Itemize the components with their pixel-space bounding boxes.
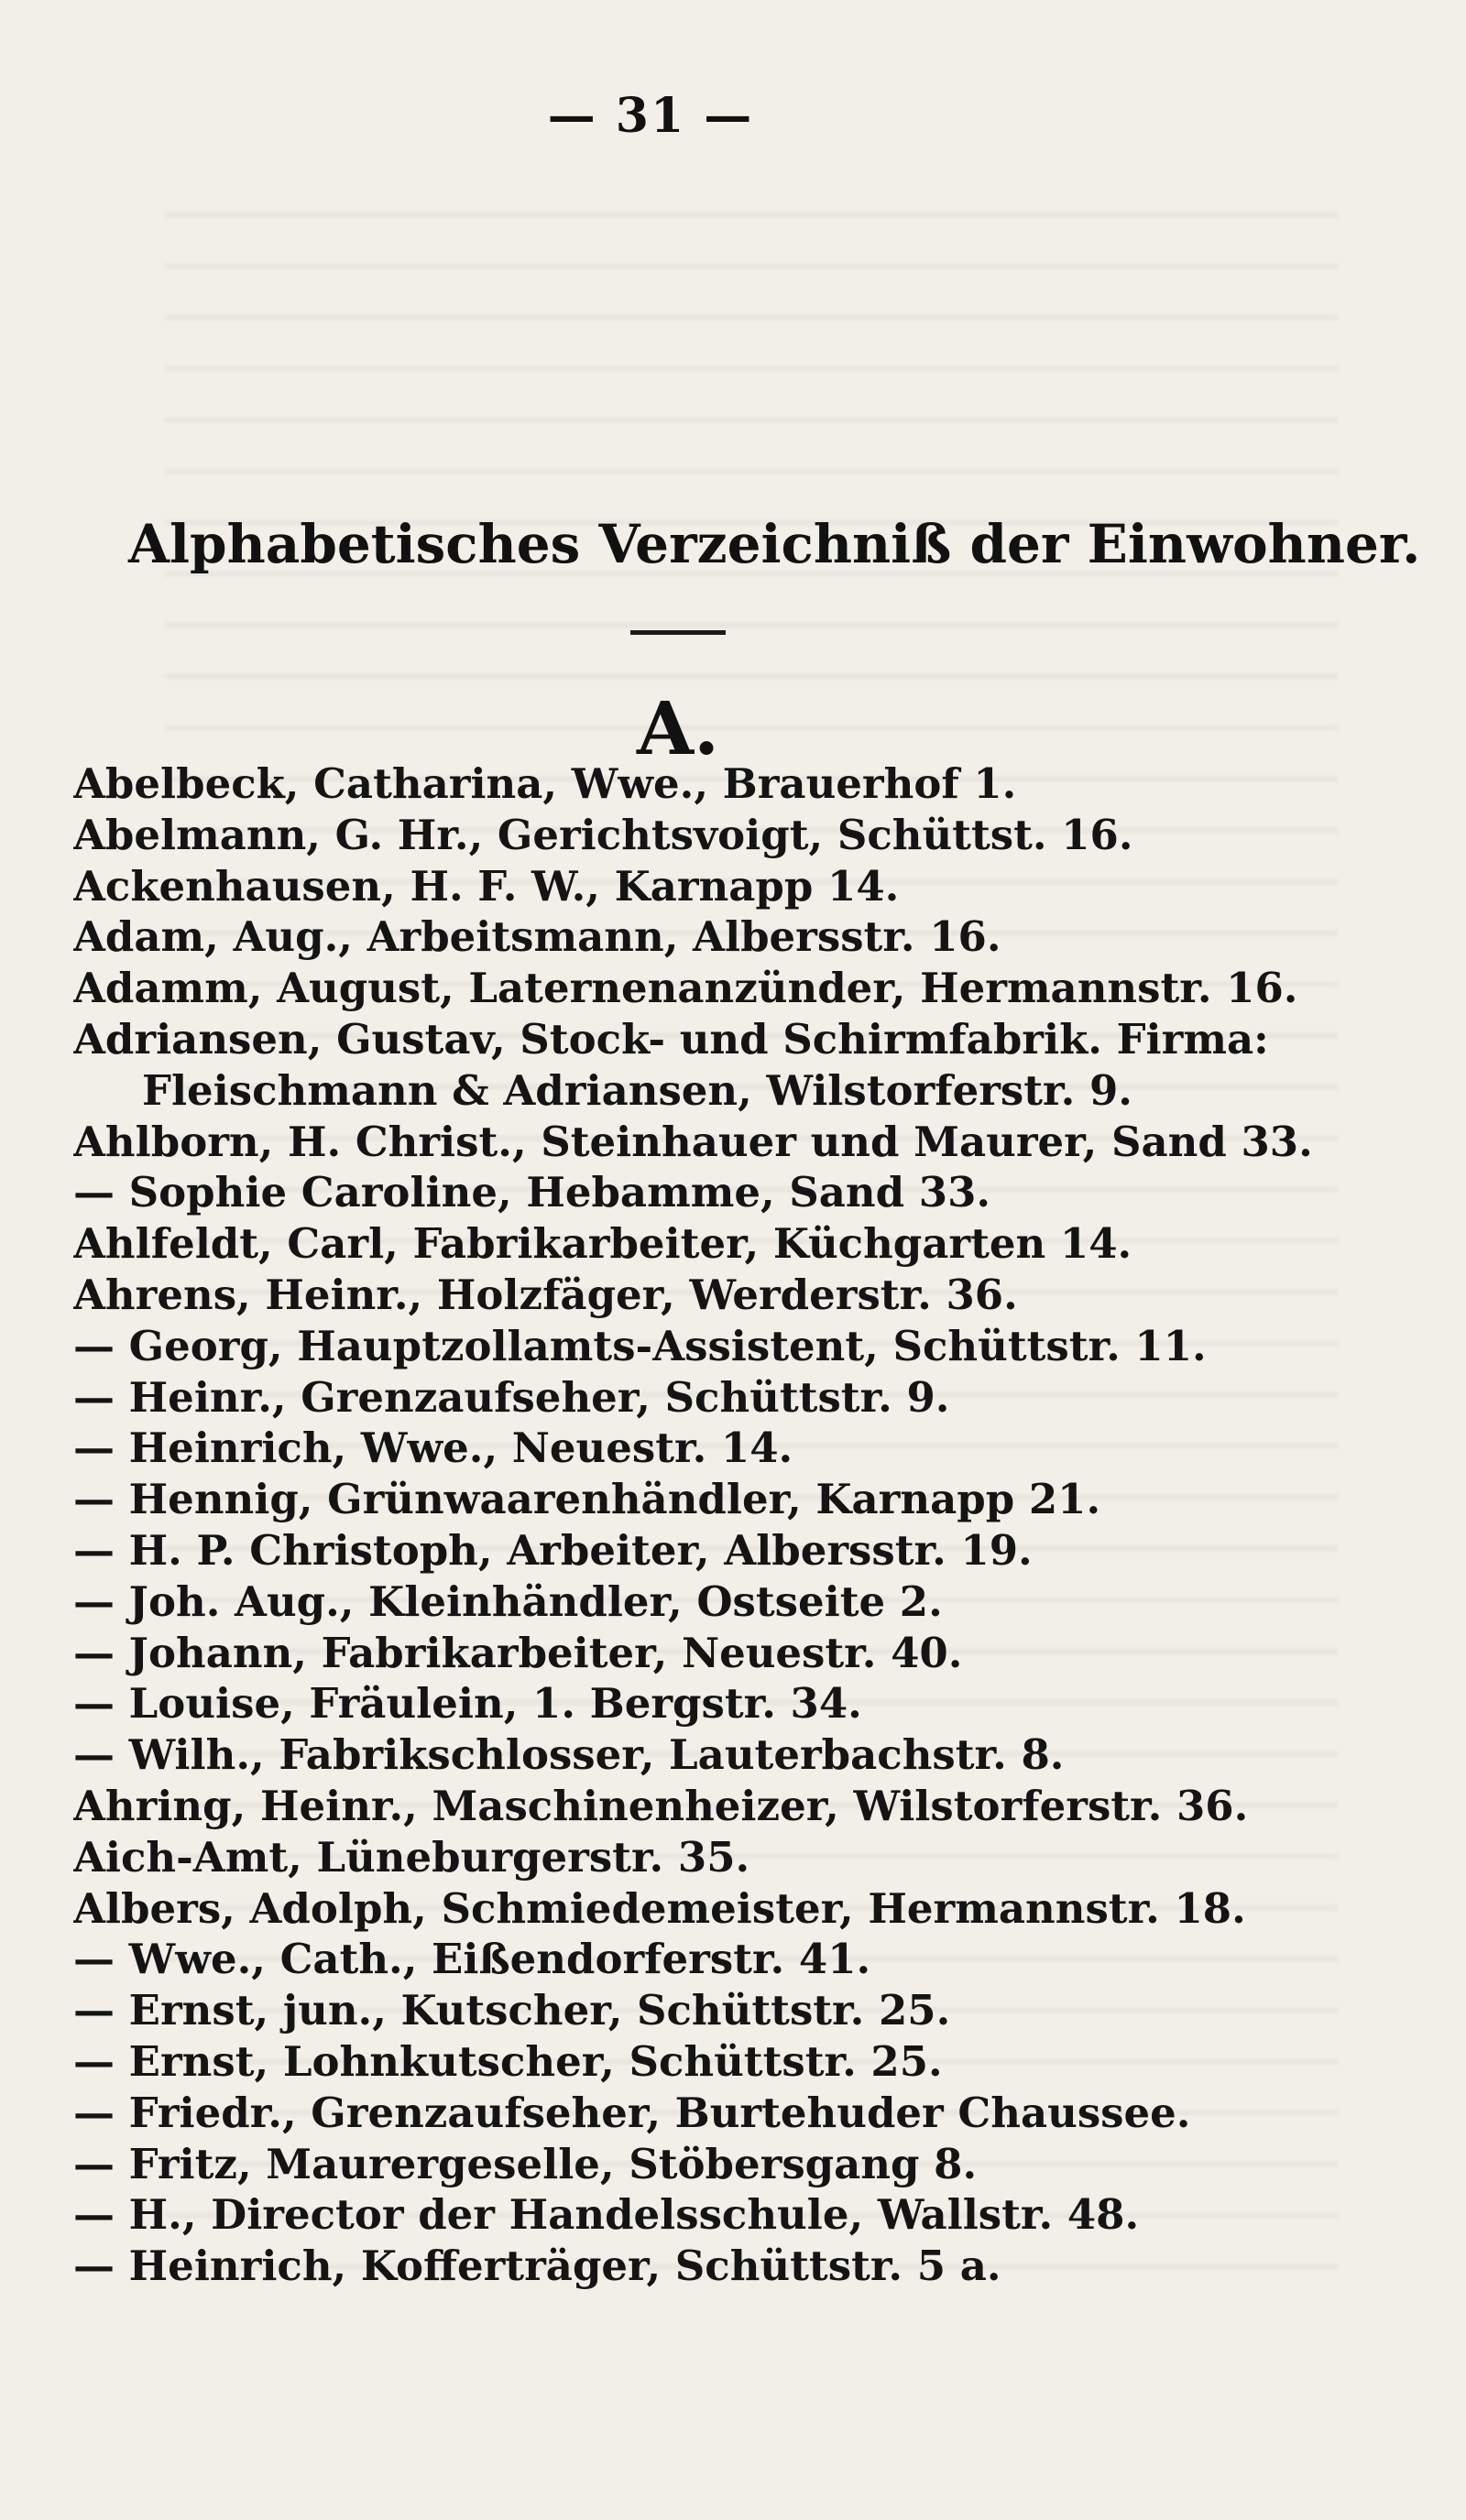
resident-entry: — Friedr., Grenzaufseher, Burtehuder Chaussee.	[73, 2088, 1191, 2137]
resident-entry: — Hennig, Grünwaarenhändler, Karnapp 21.	[73, 1475, 1101, 1524]
resident-entry: Abelmann, G. Hr., Gerichtsvoigt, Schüttst. 16.	[73, 810, 1133, 859]
resident-entry: Adriansen, Gustav, Stock- und Schirmfabrik. Firma:	[73, 1014, 1269, 1064]
page-heading: Alphabetisches Verzeichniß der Einwohner.	[128, 513, 1421, 575]
resident-entry: Ahring, Heinr., Maschinenheizer, Wilstorferstr. 36.	[73, 1781, 1249, 1830]
resident-entry: — Heinrich, Kofferträger, Schüttstr. 5 a.	[73, 2242, 1001, 2291]
resident-entry: — H. P. Christoph, Arbeiter, Albersstr. 19.	[73, 1525, 1033, 1575]
resident-entry: Adam, Aug., Arbeitsmann, Albersstr. 16.	[73, 912, 1001, 962]
resident-entry: Ahlborn, H. Christ., Steinhauer und Maurer, Sand 33.	[73, 1117, 1313, 1166]
resident-entry: — Wwe., Cath., Eißendorferstr. 41.	[73, 1935, 871, 1984]
resident-entry-continuation: Fleischmann & Adriansen, Wilstorferstr. 9.	[142, 1065, 1132, 1115]
resident-entry: — Johann, Fabrikarbeiter, Neuestr. 40.	[73, 1628, 963, 1677]
resident-entry: — Heinrich, Wwe., Neuestr. 14.	[73, 1424, 793, 1473]
resident-entry: — Wilh., Fabrikschlosser, Lauterbachstr. 8.	[73, 1730, 1065, 1780]
resident-entry: Ahrens, Heinr., Holzfäger, Werderstr. 36.	[73, 1270, 1018, 1319]
resident-entry: Abelbeck, Catharina, Wwe., Brauerhof 1.	[73, 759, 1017, 808]
resident-entry: — Louise, Fräulein, 1. Bergstr. 34.	[73, 1679, 862, 1729]
resident-entry: Albers, Adolph, Schmiedemeister, Hermannstr. 18.	[73, 1883, 1246, 1933]
resident-entry: Aich-Amt, Lüneburgerstr. 35.	[73, 1832, 750, 1882]
heading-rule	[630, 630, 726, 635]
resident-entry: Adamm, August, Laternenanzünder, Hermannstr. 16.	[73, 964, 1298, 1013]
resident-entry: — Joh. Aug., Kleinhändler, Ostseite 2.	[73, 1576, 943, 1626]
resident-entry: — Georg, Hauptzollamts-Assistent, Schüttstr. 11.	[73, 1321, 1207, 1370]
section-letter: A.	[637, 685, 719, 771]
resident-entry: — Fritz, Maurergeselle, Stöbersgang 8.	[73, 2139, 978, 2188]
resident-entry: Ackenhausen, H. F. W., Karnapp 14.	[73, 861, 900, 911]
resident-entry: — H., Director der Handelsschule, Wallstr. 48.	[73, 2190, 1140, 2240]
resident-entry: — Heinr., Grenzaufseher, Schüttstr. 9.	[73, 1372, 950, 1422]
resident-entry: — Sophie Caroline, Hebamme, Sand 33.	[73, 1168, 991, 1217]
resident-entry: — Ernst, jun., Kutscher, Schüttstr. 25.	[73, 1986, 951, 2035]
page-number: — 31 —	[547, 88, 754, 144]
resident-entry: Ahlfeldt, Carl, Fabrikarbeiter, Küchgarten 14.	[73, 1219, 1132, 1269]
resident-entry: — Ernst, Lohnkutscher, Schüttstr. 25.	[73, 2036, 943, 2086]
resident-list	[73, 758, 1429, 2292]
